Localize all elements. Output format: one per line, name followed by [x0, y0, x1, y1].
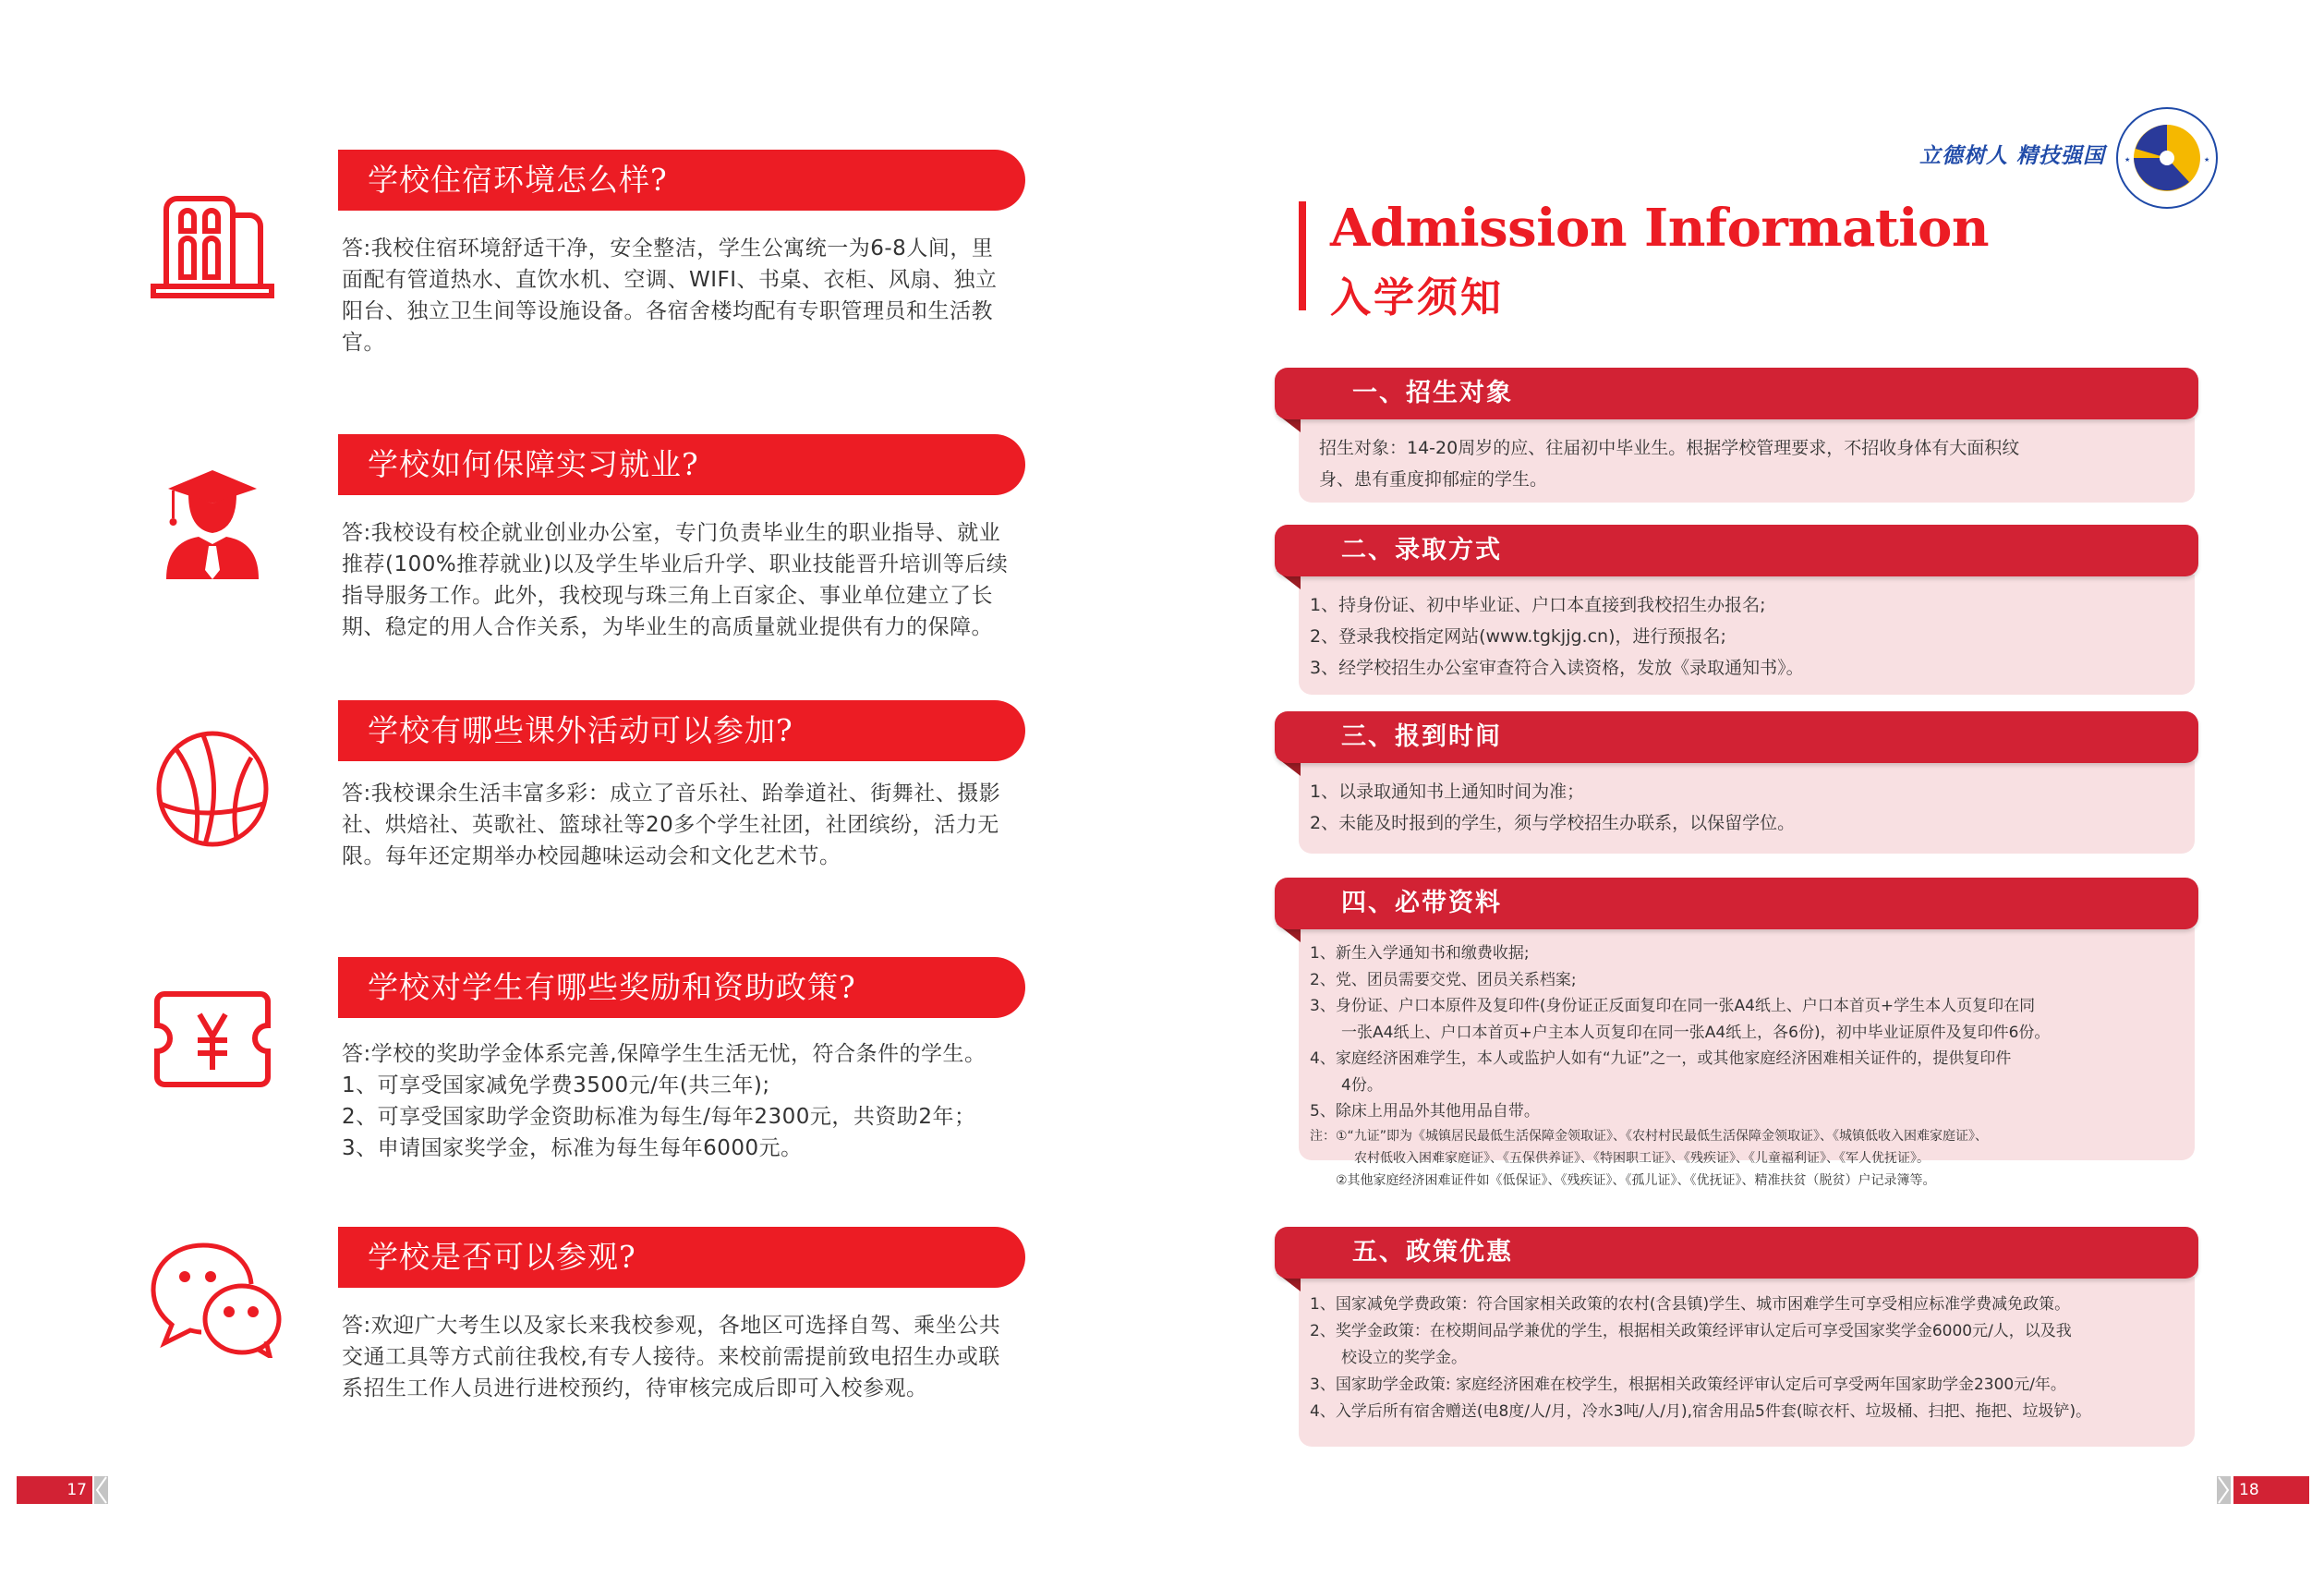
section-line: 4、入学后所有宿舍赠送(电8度/人/月，冷水3吨/人/月),宿舍用品5件套(晾衣杆、垃圾桶、扫把、拖把、垃圾铲)。	[1310, 1402, 2092, 1421]
answer-line: 系招生工作人员进行进校预约，待审核完成后即可入校参观。	[342, 1376, 928, 1400]
section-body	[1299, 418, 2195, 503]
section-line: 招生对象：14-20周岁的应、往届初中毕业生。根据学校管理要求，不招收身体有大面积纹	[1319, 438, 2020, 458]
faq-question: 学校是否可以参观?	[338, 1227, 1025, 1288]
section-body	[1299, 575, 2195, 695]
section-line: 2、登录我校指定网站(www.tgkjjg.cn)，进行预报名;	[1310, 626, 1726, 647]
answer-line: 面配有管道热水、直饮水机、空调、WIFI、书桌、衣柜、风扇、独立	[342, 268, 998, 292]
section-body	[1299, 927, 2195, 1188]
section-line: 1、国家减免学费政策：符合国家相关政策的农村(含县镇)学生、城市困难学生可享受相应标准学费减免政策。	[1310, 1295, 2071, 1314]
answer-line: 限。每年还定期举办校园趣味运动会和文化艺术节。	[342, 844, 841, 868]
page-number: 18	[2233, 1476, 2309, 1504]
chevron-right-icon	[2217, 1476, 2231, 1504]
title-accent-bar	[1299, 201, 1306, 310]
answer-line: 推荐(100%推荐就业)以及学生毕业后升学、职业技能晋升培训等后续	[342, 552, 1009, 576]
answer-line: 答:学校的奖助学金体系完善,保障学生生活无忧，符合条件的学生。	[342, 1042, 986, 1066]
page-title-en: Admission Information	[1330, 198, 1990, 259]
section-line: 2、未能及时报到的学生，须与学校招生办联系，以保留学位。	[1310, 813, 1796, 833]
answer-line: 答:我校设有校企就业创业办公室，专门负责毕业生的职业指导、就业	[342, 521, 1001, 545]
page-number: 17	[17, 1476, 92, 1504]
section-line: 1、以录取通知书上通知时间为准；	[1310, 782, 1585, 802]
section-heading: 三、报到时间	[1275, 711, 2198, 763]
section-line: 身、患有重度抑郁症的学生。	[1319, 469, 1548, 490]
section-line: 一张A4纸上、户口本首页+户主本人页复印在同一张A4纸上，各6份)，初中毕业证原件及复印件6份。	[1341, 1023, 2051, 1042]
section-line: 校设立的奖学金。	[1341, 1349, 1467, 1367]
answer-line: 期、稳定的用人合作关系，为毕业生的高质量就业提供有力的保障。	[342, 615, 993, 639]
section-line: 2、奖学金政策：在校期间品学兼优的学生，根据相关政策经评审认定后可享受国家奖学金6000元/人，以及我	[1310, 1322, 2072, 1340]
answer-line: 社、烘焙社、英歌社、篮球社等20多个学生社团，社团缤纷，活力无	[342, 813, 999, 837]
answer-line: 2、可享受国家助学金资助标准为每生/每年2300元，共资助2年；	[342, 1105, 976, 1129]
section-note: 注：①“九证”即为《城镇居民最低生活保障金领取证》、《农村村民最低生活保障金领取证》、《城镇低收入困难家庭证》、	[1310, 1128, 1989, 1144]
page-title-cn: 入学须知	[1330, 274, 1504, 321]
answer-line: 答:欢迎广大考生以及家长来我校参观，各地区可选择自驾、乘坐公共	[342, 1314, 1001, 1338]
svg-text:★: ★	[2124, 156, 2131, 164]
answer-line: 3、申请国家奖学金，标准为每生每年6000元。	[342, 1136, 803, 1160]
answer-line: 答:我校住宿环境舒适干净，安全整洁，学生公寓统一为6-8人间，里	[342, 236, 994, 261]
slogan: 立德树人 精技强国	[1919, 144, 2106, 168]
section-line: 5、除床上用品外其他用品自带。	[1310, 1102, 1540, 1121]
section-line: 2、党、团员需要交党、团员关系档案;	[1310, 970, 1577, 989]
answer-line: 交通工具等方式前往我校,有专人接待。来校前需提前致电招生办或联	[342, 1345, 1000, 1369]
answer-line: 指导服务工作。此外，我校现与珠三角上百家企、事业单位建立了长	[342, 584, 993, 608]
answer-line: 答:我校课余生活丰富多彩：成立了音乐社、跆拳道社、街舞社、摄影	[342, 782, 1001, 806]
section-line: 3、经学校招生办公室审查符合入读资格，发放《录取通知书》。	[1310, 658, 1804, 678]
faq-question: 学校对学生有哪些奖励和资助政策?	[338, 957, 1025, 1018]
section-note: 农村低收入困难家庭证》、《五保供养证》、《特困职工证》、《残疾证》、《儿童福利证》、《军人优抚证》。	[1354, 1150, 1930, 1166]
svg-text:★: ★	[2204, 156, 2210, 164]
section-note: ②其他家庭经济困难证件如《低保证》、《残疾证》、《孤儿证》、《优抚证》、精准扶贫（脱贫）户记录簿等。	[1336, 1172, 1936, 1188]
section-body	[1299, 1277, 2195, 1447]
section-body	[1299, 761, 2195, 854]
school-emblem-logo	[2115, 106, 2219, 210]
section-heading: 五、政策优惠	[1275, 1227, 2198, 1279]
answer-line: 阳台、独立卫生间等设施设备。各宿舍楼均配有专职管理员和生活教	[342, 299, 993, 323]
section-line: 3、身份证、户口本原件及复印件(身份证正反面复印在同一张A4纸上、户口本首页+学生本人页复印在同	[1310, 997, 2036, 1015]
faq-question: 学校如何保障实习就业?	[338, 434, 1025, 495]
section-line: 4、家庭经济困难学生，本人或监护人如有“九证”之一，或其他家庭经济困难相关证件的，提供复印件	[1310, 1049, 2012, 1068]
section-line: 1、新生入学通知书和缴费收据;	[1310, 944, 1530, 963]
section-line: 3、国家助学金政策: 家庭经济困难在校学生，根据相关政策经评审认定后可享受两年国家助学金2300元/年。	[1310, 1376, 2066, 1394]
section-heading: 二、录取方式	[1275, 525, 2198, 576]
answer-line: 官。	[342, 331, 385, 355]
answer-line: 1、可享受国家减免学费3500元/年(共三年);	[342, 1073, 770, 1097]
section-line: 4份。	[1341, 1075, 1383, 1095]
faq-question: 学校住宿环境怎么样?	[338, 150, 1025, 211]
section-line: 1、持身份证、初中毕业证、户口本直接到我校招生办报名;	[1310, 595, 1766, 615]
faq-question: 学校有哪些课外活动可以参加?	[338, 700, 1025, 761]
section-heading: 四、必带资料	[1275, 878, 2198, 929]
section-heading: 一、招生对象	[1275, 368, 2198, 419]
